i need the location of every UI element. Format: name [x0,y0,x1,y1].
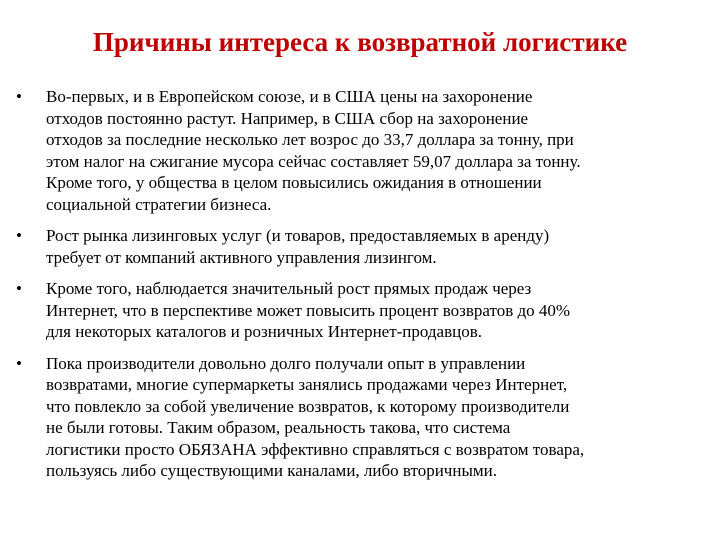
bullet-list [16,86,696,492]
bullet-text-line: этом налог на сжигание мусора сейчас составляет 59,07 доллара за тонну. [46,151,581,171]
slide-title: Причины интереса к возвратной логистике [92,27,628,57]
bullet-text-line: логистики просто ОБЯЗАНА эффективно справляться с возвратом товара, [46,439,585,459]
bullet-text-line: Рост рынка лизинговых услуг (и товаров, предоставляемых в аренду) [46,226,550,245]
bullet-text-line: социальной стратегии бизнеса. [46,194,272,214]
bullet-text-line: Интернет, что в перспективе может повысить процент возвратов до 40% [46,300,571,320]
bullet-icon: • [16,87,22,106]
bullet-text-line: отходов постоянно растут. Например, в США сбор на захоронение [46,108,529,128]
bullet-icon: • [16,226,22,245]
bullet-text-line: отходов за последние несколько лет возрос до 33,7 доллара за тонну, при [46,130,574,149]
bullet-text-line: для некоторых каталогов и розничных Интернет-продавцов. [46,322,483,341]
bullet-item [16,278,696,343]
bullet-item [16,353,696,482]
bullet-text-line: Пока производители довольно долго получали опыт в управлении [46,353,526,373]
bullet-item [16,225,696,268]
bullet-icon: • [16,279,22,298]
bullet-text-line: требует от компаний активного управления лизингом. [46,247,437,267]
bullet-text-line: не были готовы. Таким образом, реальность такова, что система [46,418,511,437]
bullet-text-line: Кроме того, наблюдается значительный рост прямых продаж через [46,279,532,298]
bullet-item [16,86,696,215]
bullet-icon: • [16,353,22,373]
bullet-text-line: что повлекло за собой увеличение возвратов, к которому производители [46,396,570,416]
bullet-text-line: Во-первых, и в Европейском союзе, и в США цены на захоронение [46,87,533,106]
bullet-text-line: возвратами, многие супермаркеты занялись продажами через Интернет, [46,375,568,394]
bullet-text-line: пользуясь либо существующими каналами, либо вторичными. [46,461,497,480]
bullet-text-line: Кроме того, у общества в целом повысились ожидания в отношении [46,173,542,192]
